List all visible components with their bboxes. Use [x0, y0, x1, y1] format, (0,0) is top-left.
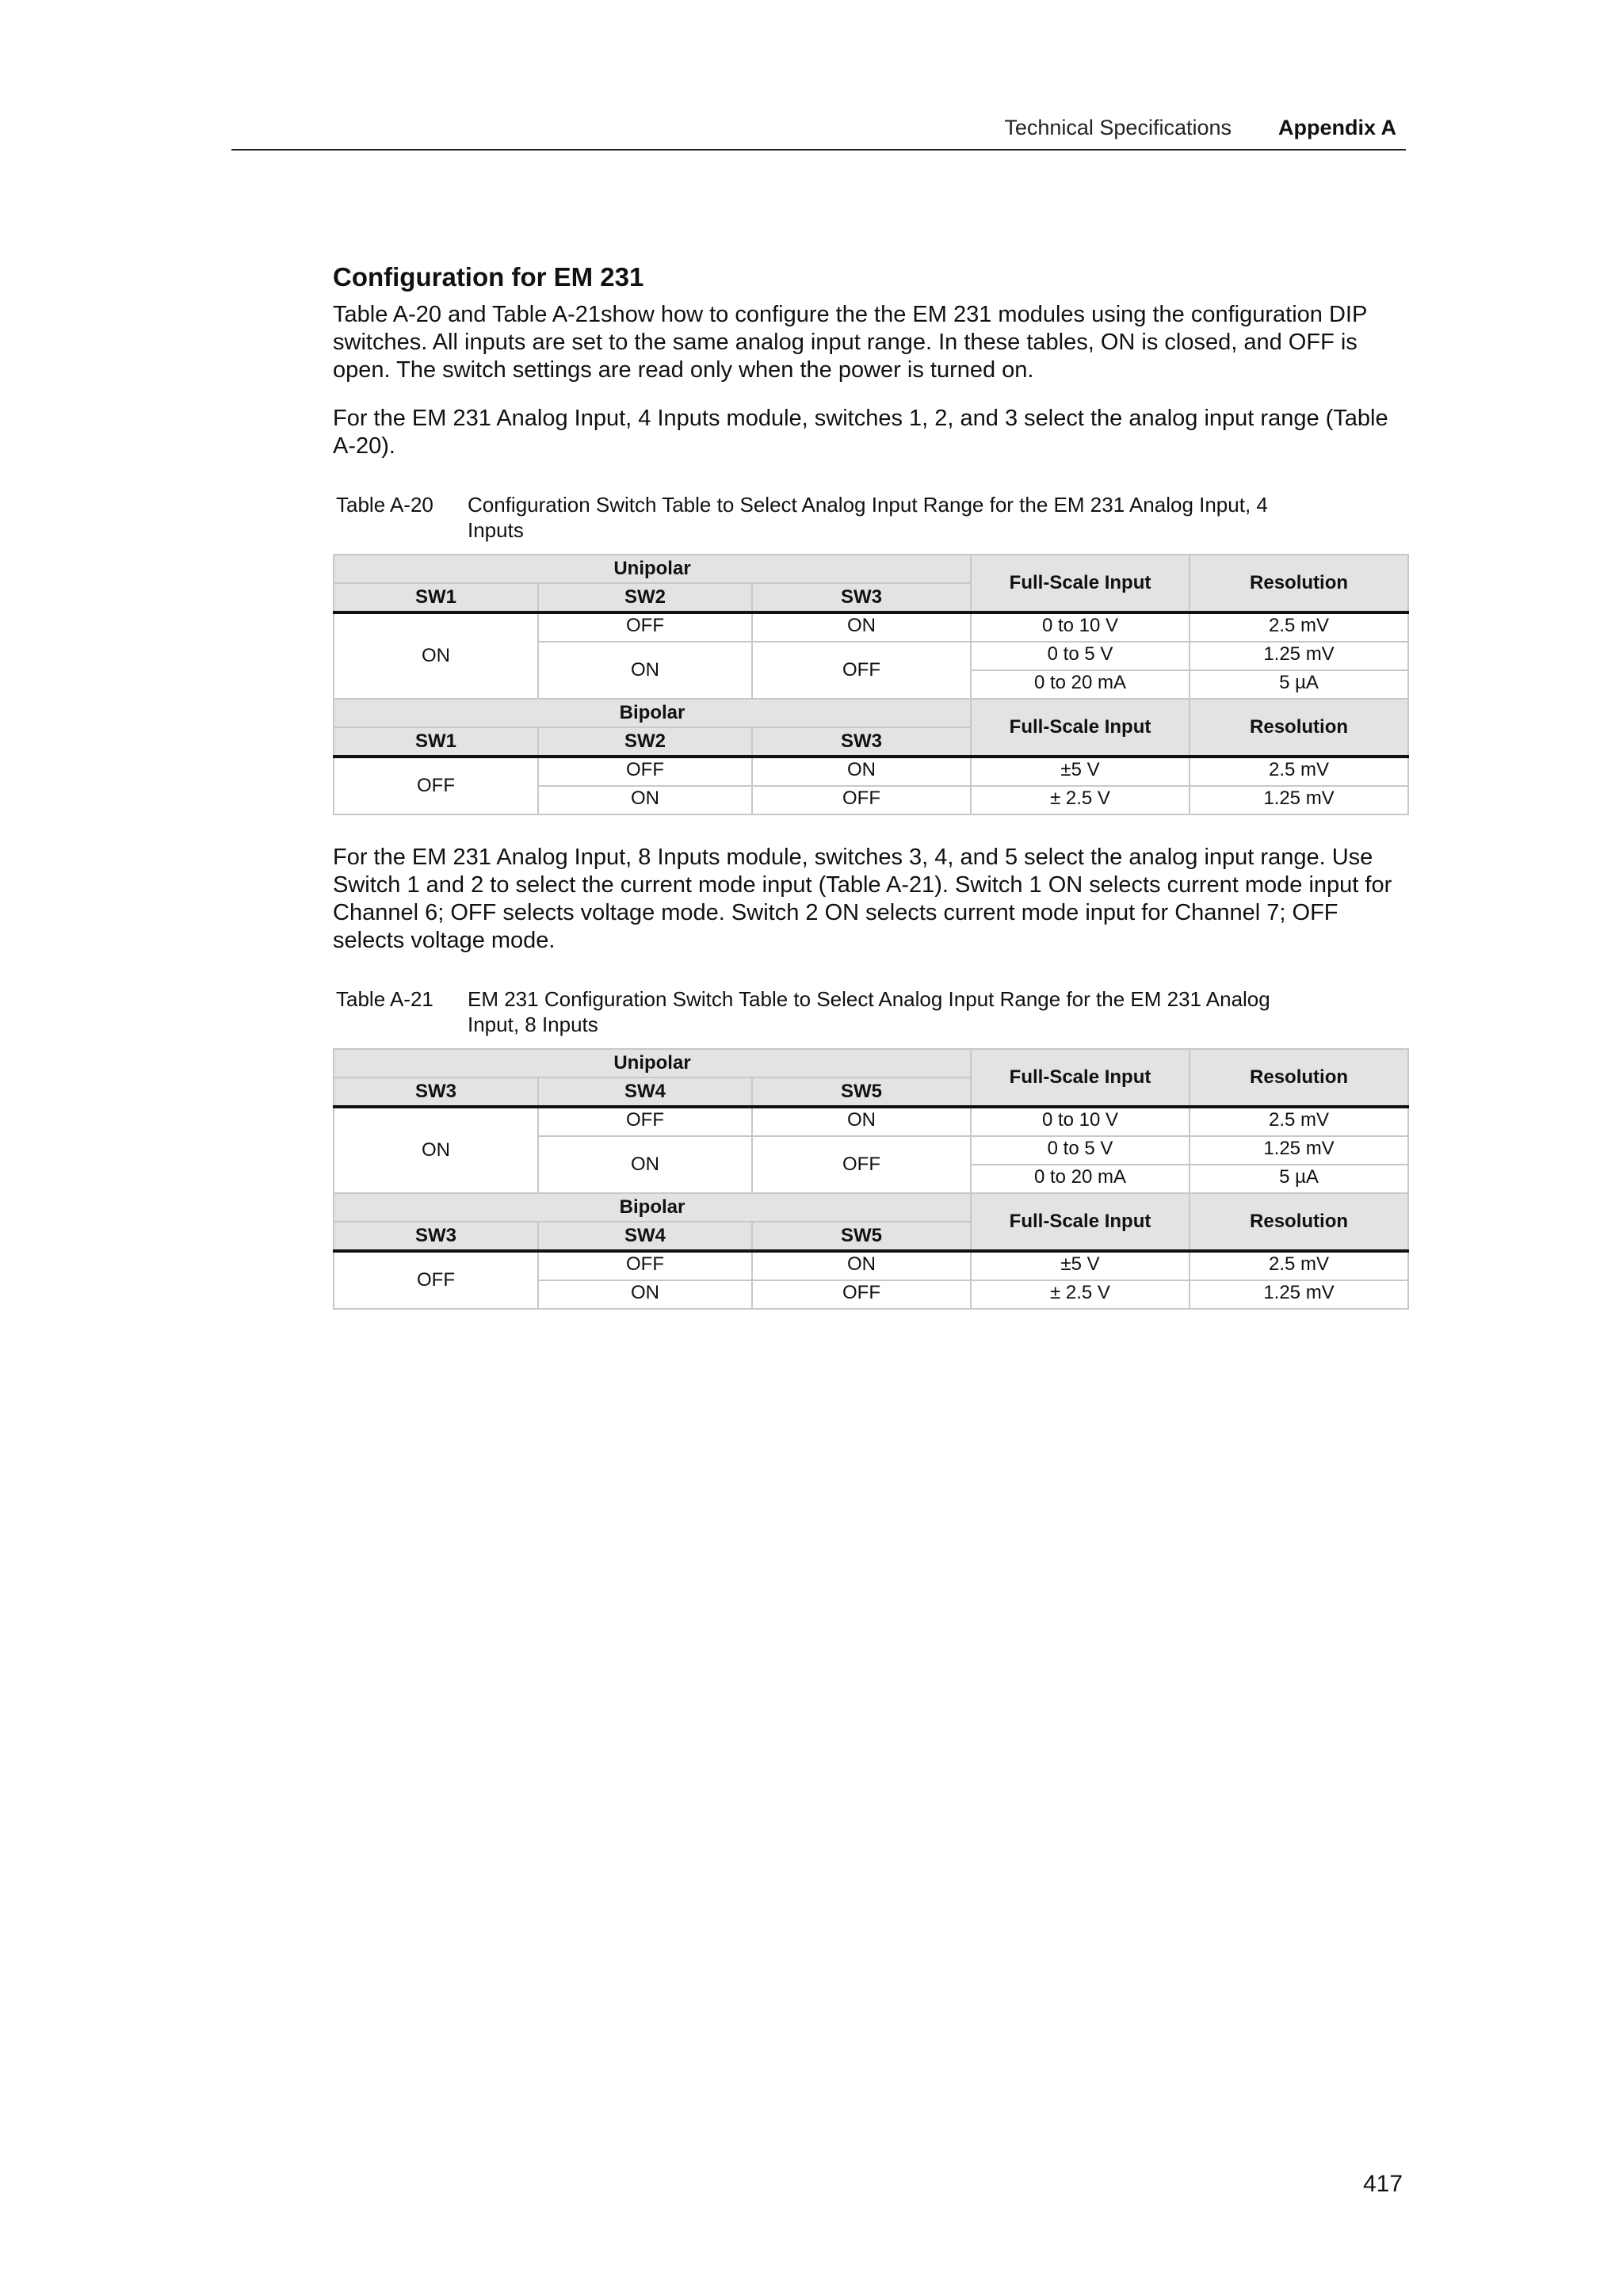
cell-sw4: OFF: [538, 1251, 752, 1280]
resolution-header: Resolution: [1190, 1049, 1408, 1107]
cell-sw5: ON: [752, 1251, 971, 1280]
sw2-header: SW2: [538, 583, 752, 612]
table-a21-number: Table A-21: [336, 987, 433, 1011]
intro-paragraph: Table A-20 and Table A-21show how to configure the the EM 231 modules using the configuration DIP switches. All inputs are set to the same analog input range. In these tables, ON is closed, and OFF is open. The switch settings are read only when the power is turned on.: [333, 302, 1367, 383]
cell-resolution: 2.5 mV: [1190, 757, 1408, 786]
full-scale-header: Full-Scale Input: [971, 1193, 1190, 1251]
cell-full-scale: 0 to 5 V: [971, 1136, 1190, 1165]
cell-resolution: 2.5 mV: [1190, 1251, 1408, 1280]
eight-input-paragraph: For the EM 231 Analog Input, 8 Inputs module, switches 3, 4, and 5 select the analog input range. Use Switch 1 and 2 to select the current mode input (Table A-21). Switch 1 ON selects current mode input for Channel 6; OFF selects voltage mode. Switch 2 ON selects current mode input for Channel 7; OFF selects voltage mode.: [333, 845, 1392, 953]
cell-sw3: ON: [752, 757, 971, 786]
cell-resolution: 5 µA: [1190, 670, 1408, 699]
sw4-header: SW4: [538, 1222, 752, 1251]
resolution-header: Resolution: [1190, 1193, 1408, 1251]
cell-full-scale: ± 2.5 V: [971, 786, 1190, 814]
header-appendix: Appendix A: [1277, 116, 1396, 139]
cell-sw2: ON: [538, 642, 752, 699]
bipolar-header: Bipolar: [334, 699, 971, 727]
table-row: [334, 1107, 1408, 1136]
cell-full-scale: 0 to 20 mA: [971, 670, 1190, 699]
cell-full-scale: ±5 V: [971, 757, 1190, 786]
cell-sw4: ON: [538, 1136, 752, 1193]
cell-sw3: OFF: [334, 1251, 538, 1309]
sw4-header: SW4: [538, 1077, 752, 1107]
table-a21: [333, 1048, 1409, 1310]
unipolar-header: Unipolar: [334, 555, 971, 583]
sw5-header: SW5: [752, 1077, 971, 1107]
cell-resolution: 1.25 mV: [1190, 786, 1408, 814]
cell-resolution: 2.5 mV: [1190, 612, 1408, 642]
resolution-header: Resolution: [1190, 699, 1408, 757]
sw1-header: SW1: [334, 727, 538, 757]
cell-sw5: OFF: [752, 1280, 971, 1309]
table-row: [334, 612, 1408, 642]
cell-resolution: 5 µA: [1190, 1165, 1408, 1193]
four-input-paragraph: For the EM 231 Analog Input, 4 Inputs module, switches 1, 2, and 3 select the analog input range (Table A-20).: [333, 406, 1388, 459]
sw3-header: SW3: [752, 583, 971, 612]
cell-full-scale: ±5 V: [971, 1251, 1190, 1280]
cell-resolution: 1.25 mV: [1190, 642, 1408, 670]
bipolar-header: Bipolar: [334, 1193, 971, 1222]
cell-sw2: ON: [538, 786, 752, 814]
sw3-header: SW3: [334, 1222, 538, 1251]
cell-sw3: ON: [334, 1107, 538, 1193]
page-content: [333, 261, 1411, 1310]
cell-full-scale: ± 2.5 V: [971, 1280, 1190, 1309]
cell-sw3: ON: [752, 612, 971, 642]
table-a20-number: Table A-20: [336, 493, 433, 517]
table-a21-title: EM 231 Configuration Switch Table to Select Analog Input Range for the EM 231 Analog Input, 8 Inputs: [468, 987, 1270, 1036]
unipolar-header: Unipolar: [334, 1049, 971, 1077]
table-a20-title: Configuration Switch Table to Select Analog Input Range for the EM 231 Analog Input, 4 Inputs: [468, 493, 1268, 542]
table-row: [334, 1251, 1408, 1280]
table-a21-caption: [336, 986, 1411, 1037]
cell-full-scale: 0 to 10 V: [971, 1107, 1190, 1136]
running-header: [231, 111, 1406, 151]
cell-sw2: OFF: [538, 612, 752, 642]
cell-full-scale: 0 to 20 mA: [971, 1165, 1190, 1193]
cell-sw1: ON: [334, 612, 538, 699]
cell-sw3: OFF: [752, 786, 971, 814]
cell-resolution: 1.25 mV: [1190, 1280, 1408, 1309]
section-heading: Configuration for EM 231: [333, 262, 644, 292]
full-scale-header: Full-Scale Input: [971, 555, 1190, 612]
sw2-header: SW2: [538, 727, 752, 757]
cell-sw4: ON: [538, 1280, 752, 1309]
full-scale-header: Full-Scale Input: [971, 699, 1190, 757]
cell-sw1: OFF: [334, 757, 538, 814]
table-a20-caption: [336, 492, 1411, 543]
cell-sw5: OFF: [752, 1136, 971, 1193]
table-row: [334, 757, 1408, 786]
page-number: 417: [1363, 2171, 1403, 2197]
cell-sw5: ON: [752, 1107, 971, 1136]
sw5-header: SW5: [752, 1222, 971, 1251]
cell-resolution: 1.25 mV: [1190, 1136, 1408, 1165]
sw3-header: SW3: [752, 727, 971, 757]
table-a20: [333, 554, 1409, 815]
full-scale-header: Full-Scale Input: [971, 1049, 1190, 1107]
cell-resolution: 2.5 mV: [1190, 1107, 1408, 1136]
header-section-title: Technical Specifications: [1004, 116, 1232, 139]
cell-sw2: OFF: [538, 757, 752, 786]
sw3-header: SW3: [334, 1077, 538, 1107]
cell-full-scale: 0 to 5 V: [971, 642, 1190, 670]
cell-full-scale: 0 to 10 V: [971, 612, 1190, 642]
resolution-header: Resolution: [1190, 555, 1408, 612]
cell-sw3: OFF: [752, 642, 971, 699]
sw1-header: SW1: [334, 583, 538, 612]
cell-sw4: OFF: [538, 1107, 752, 1136]
